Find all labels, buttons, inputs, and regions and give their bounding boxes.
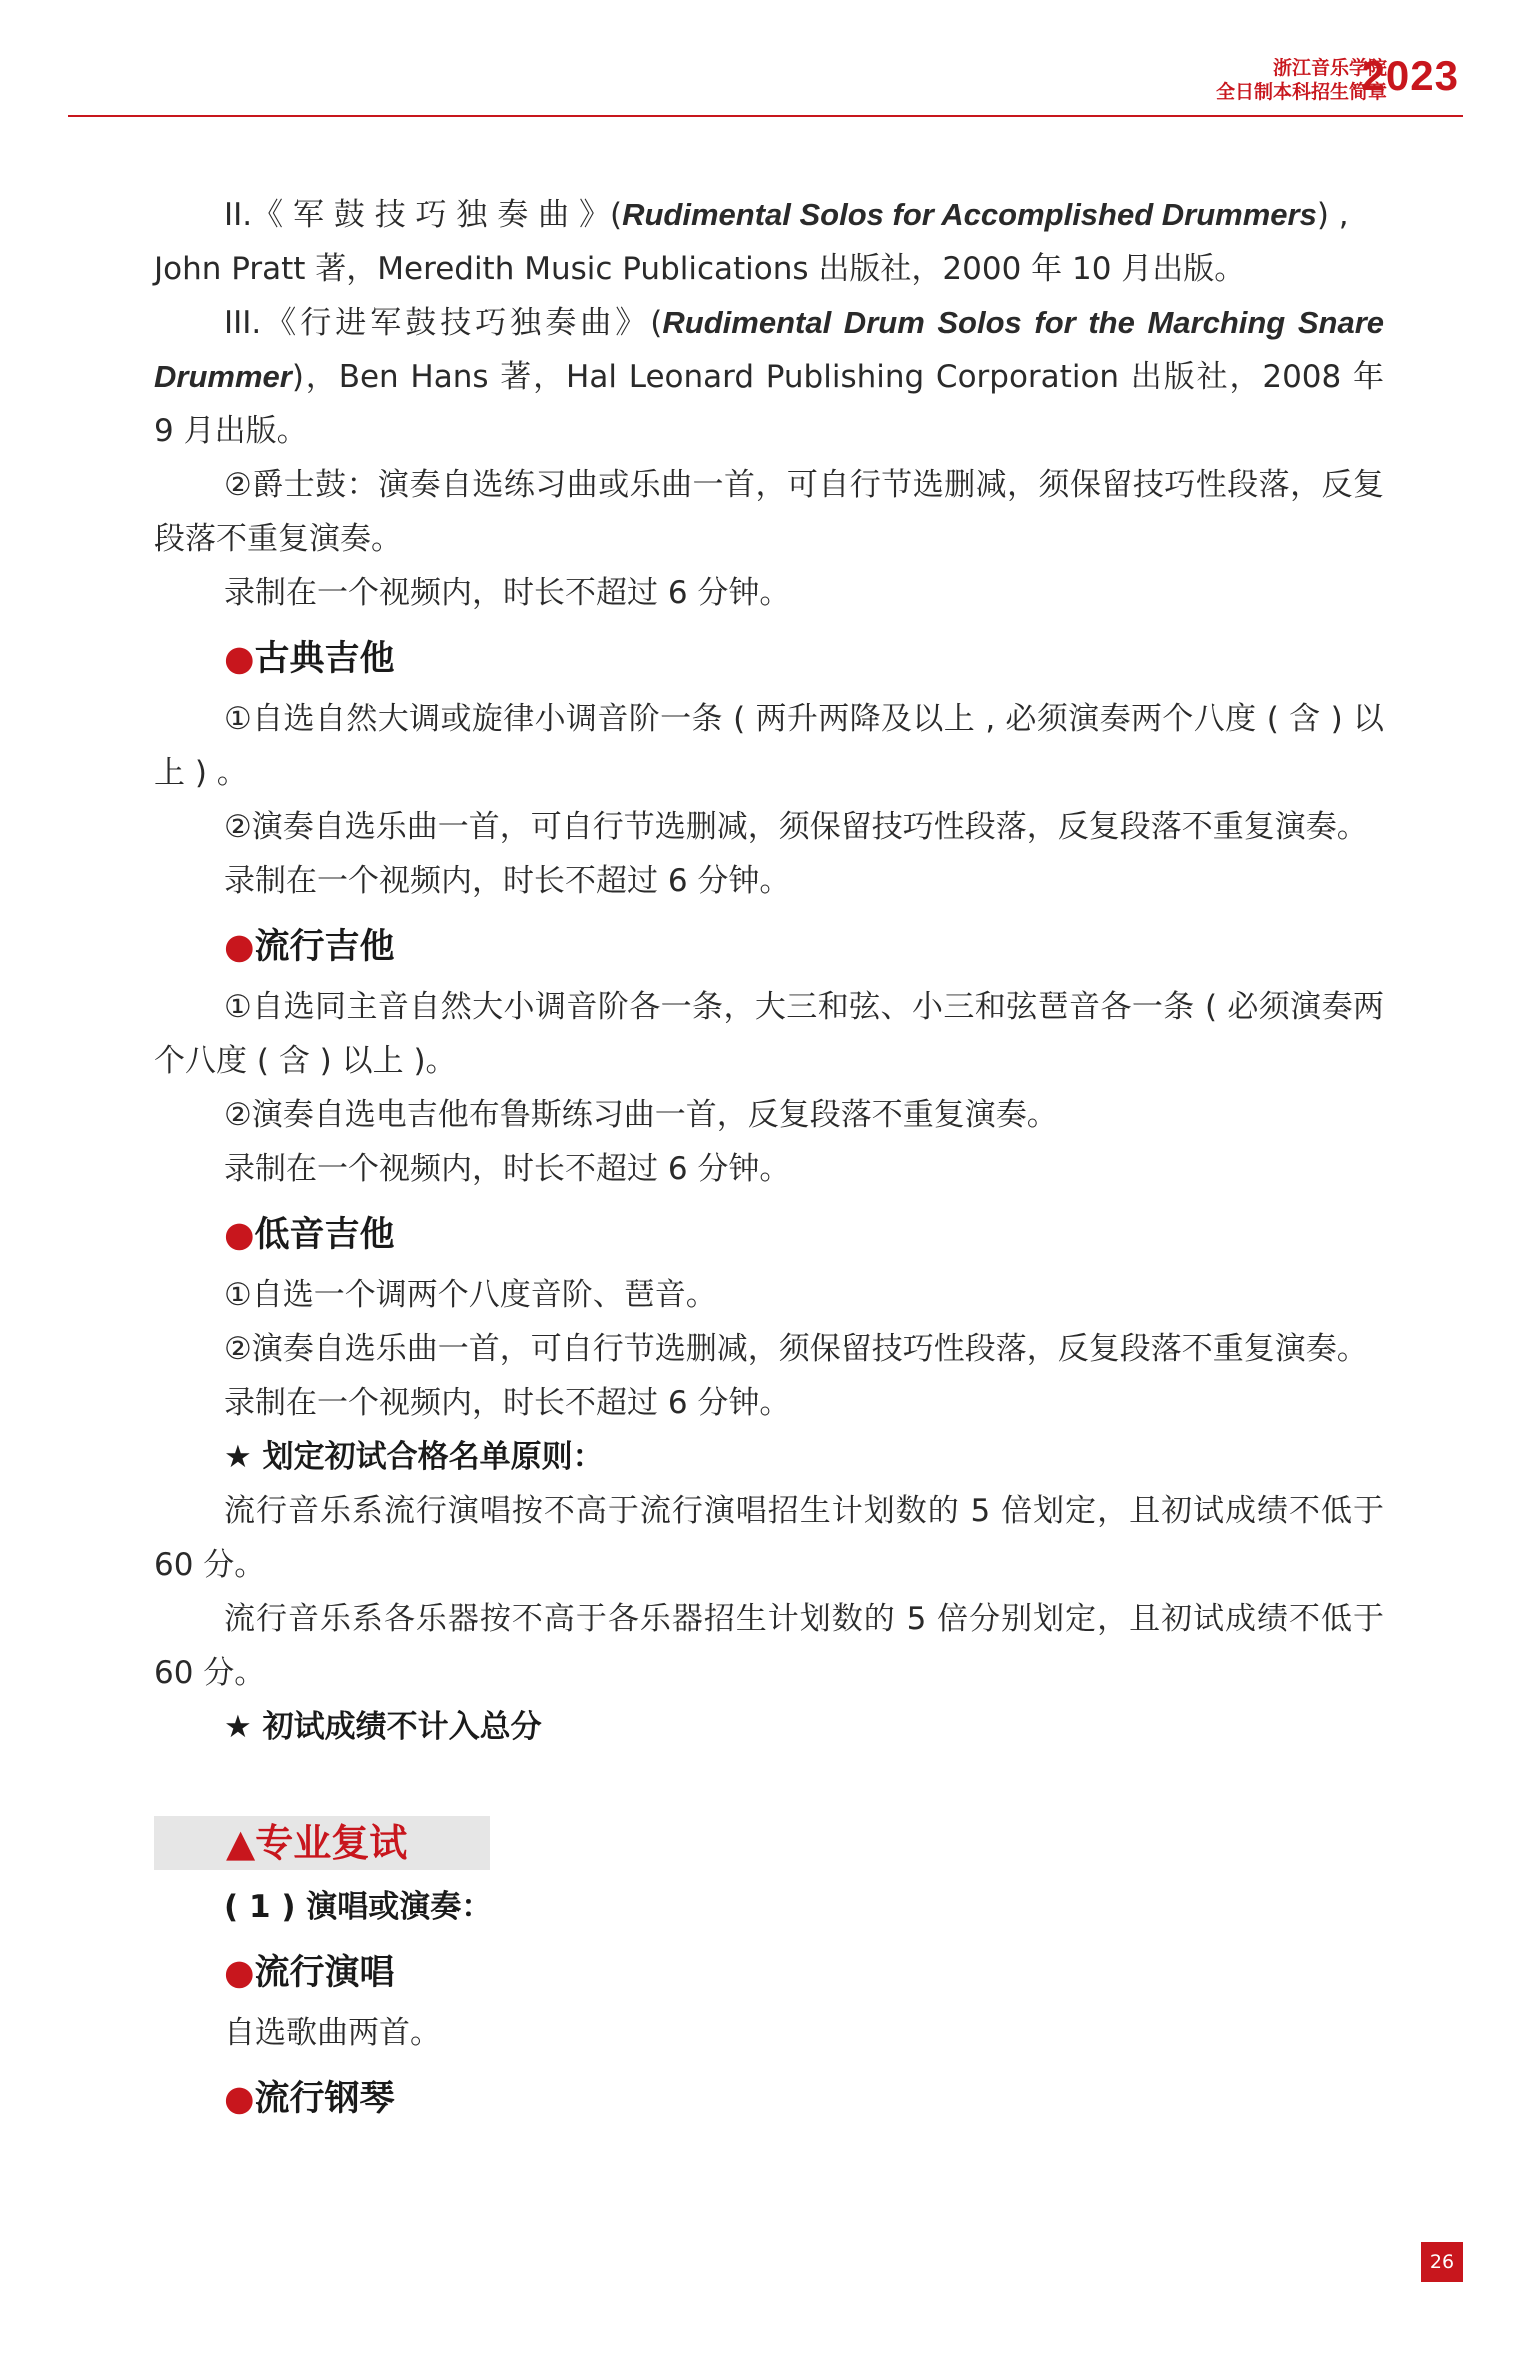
bullet-dot: ● bbox=[224, 1953, 255, 1993]
bass-guitar-item-1: ①自选一个调两个八度音阶、琶音。 bbox=[224, 1277, 717, 1313]
reference-2-line2: John Pratt 著，Meredith Music Publications 出版社，2000 年 10 月出版。 bbox=[154, 251, 1246, 287]
year-label: 2023 bbox=[1361, 52, 1459, 99]
reference-3 bbox=[154, 296, 1384, 458]
record-note-2: 录制在一个视频内，时长不超过 6 分钟。 bbox=[224, 863, 791, 899]
ref2-title: Rudimental Solos for Accomplished Drummers bbox=[622, 197, 1317, 232]
page-number: 26 bbox=[1421, 2242, 1463, 2282]
pop-guitar-item-2: ②演奏自选电吉他布鲁斯练习曲一首，反复段落不重复演奏。 bbox=[224, 1097, 1058, 1133]
pass-rule-1: 流行音乐系流行演唱按不高于流行演唱招生计划数的 5 倍划定，且初试成绩不低于 60 分。 bbox=[154, 1493, 1384, 1583]
subsection-1: ( 1 ) 演唱或演奏： bbox=[224, 1889, 493, 1925]
ref2-prefix: II.《 军 鼓 技 巧 独 奏 曲 》( bbox=[224, 197, 623, 233]
classical-guitar-heading: ●古典吉他 bbox=[224, 639, 395, 679]
ref2-rest: ) , bbox=[1316, 197, 1349, 233]
pass-list-rule-heading: ★ 划定初试合格名单原则： bbox=[224, 1439, 604, 1475]
page-header bbox=[0, 0, 1535, 120]
pop-guitar-heading: ●流行吉他 bbox=[224, 927, 395, 967]
score-note: ★ 初试成绩不计入总分 bbox=[224, 1709, 542, 1745]
section-title-retest: ▲专业复试 bbox=[154, 1816, 490, 1870]
reference-2 bbox=[154, 188, 1384, 242]
ref3-title: Rudimental Drum Solos for the Marching Snare Drummer bbox=[154, 305, 1385, 394]
record-note-4: 录制在一个视频内，时长不超过 6 分钟。 bbox=[224, 1385, 791, 1421]
school-name-line1: 浙江音乐学院 bbox=[1272, 57, 1387, 79]
header-divider bbox=[68, 115, 1463, 117]
record-note-3: 录制在一个视频内，时长不超过 6 分钟。 bbox=[224, 1151, 791, 1187]
pop-singing-text: 自选歌曲两首。 bbox=[224, 2015, 441, 2051]
bass-guitar-item-2: ②演奏自选乐曲一首，可自行节选删减，须保留技巧性段落，反复段落不重复演奏。 bbox=[224, 1331, 1368, 1367]
page-content bbox=[154, 188, 1384, 2132]
classical-guitar-item-2: ②演奏自选乐曲一首，可自行节选删减，须保留技巧性段落，反复段落不重复演奏。 bbox=[224, 809, 1368, 845]
pass-rule-2: 流行音乐系各乐器按不高于各乐器招生计划数的 5 倍分别划定，且初试成绩不低于 60 分。 bbox=[154, 1601, 1384, 1691]
ref3-rest: )，Ben Hans 著，Hal Leonard Publishing Corporation 出版社，2008 年 9 月出版。 bbox=[154, 359, 1384, 449]
bullet-dot: ● bbox=[224, 927, 255, 967]
bullet-dot: ● bbox=[224, 1215, 255, 1255]
pop-piano-heading: ●流行钢琴 bbox=[224, 2079, 395, 2119]
classical-guitar-item-1: ①自选自然大调或旋律小调音阶一条 ( 两升两降及以上 , 必须演奏两个八度 ( 含 ) 以上 ) 。 bbox=[154, 701, 1384, 791]
bullet-dot: ● bbox=[224, 639, 255, 679]
school-name-line2: 全日制本科招生简章 bbox=[1215, 81, 1387, 103]
jazz-drum-requirement: ②爵士鼓：演奏自选练习曲或乐曲一首，可自行节选删减，须保留技巧性段落，反复段落不重复演奏。 bbox=[154, 467, 1384, 557]
bullet-dot: ● bbox=[224, 2079, 255, 2119]
pop-guitar-item-1: ①自选同主音自然大小调音阶各一条，大三和弦、小三和弦琶音各一条 ( 必须演奏两个八度 ( 含 ) 以上 )。 bbox=[154, 989, 1384, 1079]
pop-singing-heading: ●流行演唱 bbox=[224, 1953, 395, 1993]
record-note-1: 录制在一个视频内，时长不超过 6 分钟。 bbox=[224, 575, 791, 611]
ref3-prefix: III.《行进军鼓技巧独奏曲》( bbox=[224, 305, 663, 341]
bass-guitar-heading: ●低音吉他 bbox=[224, 1215, 395, 1255]
